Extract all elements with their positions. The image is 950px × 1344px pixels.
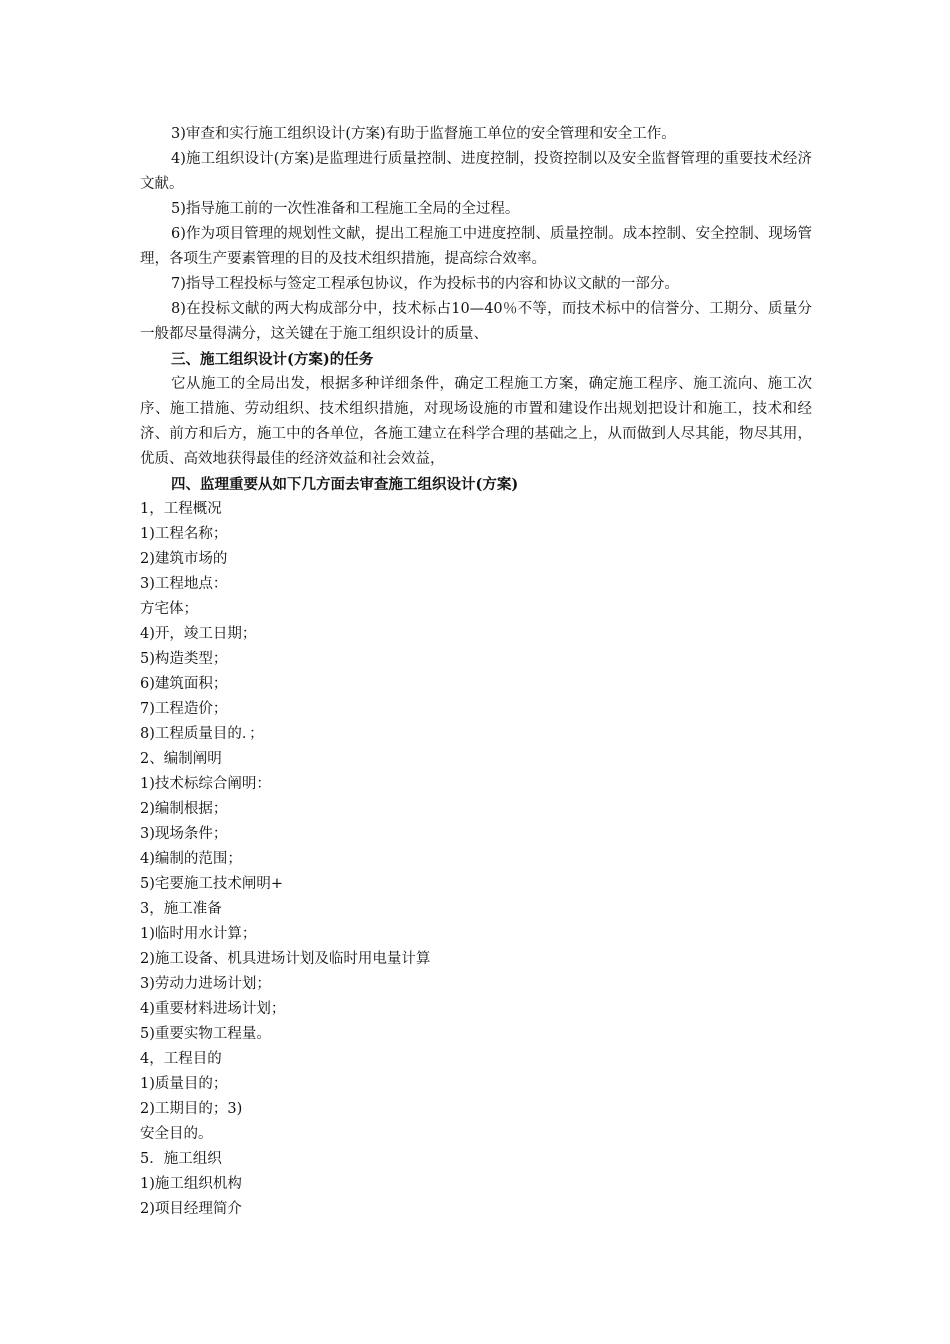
list-item: 2)施工设备、机具进场计划及临时用电量计算 — [140, 951, 431, 967]
list-item: 2、编制阐明 — [140, 751, 222, 767]
list-item: 1，工程概况 — [140, 501, 222, 517]
list-item: 1)质量目的； — [140, 1076, 228, 1092]
document-page — [140, 122, 812, 1222]
list-item: 4)开，竣工日期； — [140, 626, 257, 642]
list-item: 2)项目经理简介 — [140, 1201, 242, 1217]
list-item: 方宅体； — [140, 601, 198, 617]
section-heading-tasks: 三、施工组织设计(方案)的任务 — [171, 351, 374, 368]
list-item: 1)技术标综合阐明： — [140, 776, 271, 792]
tasks-paragraph: 它从施工的全局出发，根据多种详细条件，确定工程施工方案，确定施工程序、施工流向、施工次序、施工措施、劳动组织、技术组织措施，对现场设施的市置和建设作出规划把设计和施工，技术和经济、前方和后方，施工中的各单位，各施工建立在科学合理的基础之上，从而做到人尽其能，物尽其用，优质、高效地获得最佳的经济效益和社会效益， — [140, 376, 812, 467]
list-item: 2)建筑市场的 — [140, 551, 228, 567]
list-item: 5)构造类型； — [140, 651, 228, 667]
list-item: 7)工程造价； — [140, 701, 228, 717]
list-item: 4)编制的范围； — [140, 851, 242, 867]
list-item: 4)重要材料进场计划； — [140, 1001, 286, 1017]
paragraph-6: 6)作为项目管理的规划性文献，提出工程施工中进度控制、质量控制。成本控制、安全控制、现场管理，各项生产要素管理的目的及技术组织措施，提高综合效率。 — [140, 226, 812, 267]
list-item: 5)重要实物工程量。 — [140, 1026, 271, 1042]
list-item: 3)现场条件； — [140, 826, 228, 842]
list-item: 8)工程质量目的．； — [140, 726, 264, 742]
paragraph-5: 5)指导施工前的一次性准备和工程施工全局的全过程。 — [171, 201, 520, 217]
list-item: 6)建筑面积； — [140, 676, 228, 692]
paragraph-7: 7)指导工程投标与签定工程承包协议，作为投标书的内容和协议文献的一部分。 — [171, 276, 679, 292]
review-list — [140, 497, 812, 1222]
list-item: 4，工程目的 — [140, 1051, 222, 1067]
list-item: 5)宅要施工技术闸明+ — [140, 876, 284, 892]
list-item: 安全目的。 — [140, 1126, 213, 1142]
list-item: 1)工程名称； — [140, 526, 228, 542]
list-item: 3)劳动力进场计划； — [140, 976, 271, 992]
list-item: 5．施工组织 — [140, 1151, 222, 1167]
list-item: 1)临时用水计算； — [140, 926, 257, 942]
list-item: 3，施工准备 — [140, 901, 222, 917]
paragraph-8: 8)在投标文献的两大构成部分中，技术标占10—40％不等，而技术标中的信誉分、工期分、质量分一般都尽量得满分，这关键在于施工组织设计的质量、 — [140, 301, 812, 342]
paragraph-3: 3)审查和实行施工组织设计(方案)有助于监督施工单位的安全管理和安全工作。 — [171, 126, 676, 142]
list-item: 2)编制根据； — [140, 801, 228, 817]
list-item: 2)工期目的；3) — [140, 1101, 243, 1117]
section-heading-review: 四、监理重要从如下几方面去审查施工组织设计(方案) — [171, 476, 519, 493]
list-item: 1)施工组织机构 — [140, 1176, 242, 1192]
list-item: 3)工程地点： — [140, 576, 228, 592]
paragraph-4: 4)施工组织设计(方案)是监理进行质量控制、进度控制，投资控制以及安全监督管理的重要技术经济文献。 — [140, 151, 812, 192]
